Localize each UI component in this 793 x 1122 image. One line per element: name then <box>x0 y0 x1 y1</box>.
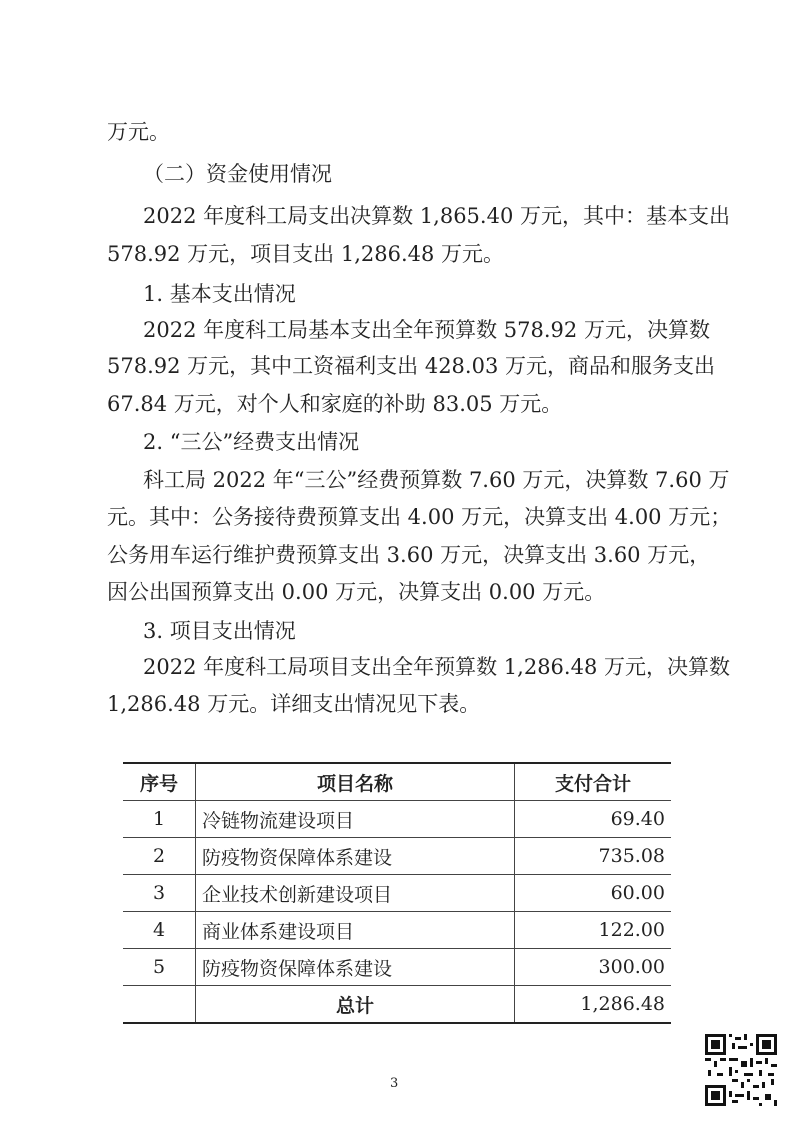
table-row <box>123 875 671 912</box>
table-row <box>123 949 671 986</box>
paragraph-line: 578.92 万元，其中工资福利支出 428.03 万元，商品和服务支出 <box>107 354 715 378</box>
row-index: 4 <box>123 912 196 949</box>
row-project-name: 企业技术创新建设项目 <box>196 875 515 912</box>
header-payment-total: 支付合计 <box>515 763 672 801</box>
paragraph-line: 公务用车运行维护费预算支出 3.60 万元，决算支出 3.60 万元， <box>107 543 711 567</box>
paragraph-line: 578.92 万元，项目支出 1,286.48 万元。 <box>107 242 505 266</box>
row-index: 3 <box>123 875 196 912</box>
row-amount: 60.00 <box>515 875 672 912</box>
row-amount: 735.08 <box>515 838 672 875</box>
total-index-blank <box>123 986 196 1024</box>
row-amount: 300.00 <box>515 949 672 986</box>
header-project-name: 项目名称 <box>196 763 515 801</box>
paragraph-line: 2022 年度科工局基本支出全年预算数 578.92 万元，决算数 <box>143 318 710 342</box>
table-row <box>123 912 671 949</box>
paragraph-line: 元。其中：公务接待费预算支出 4.00 万元，决算支出 4.00 万元； <box>107 505 732 529</box>
table-row <box>123 801 671 838</box>
total-value: 1,286.48 <box>515 986 672 1024</box>
row-index: 1 <box>123 801 196 838</box>
row-amount: 122.00 <box>515 912 672 949</box>
table-header-row <box>123 763 671 801</box>
row-project-name: 防疫物资保障体系建设 <box>196 949 515 986</box>
row-project-name: 防疫物资保障体系建设 <box>196 838 515 875</box>
row-index: 2 <box>123 838 196 875</box>
paragraph-line: 2022 年度科工局项目支出全年预算数 1,286.48 万元，决算数 <box>143 655 730 679</box>
paragraph-line: 67.84 万元，对个人和家庭的补助 83.05 万元。 <box>107 392 563 416</box>
qr-code-icon <box>705 1034 777 1106</box>
section-heading: （二）资金使用情况 <box>143 162 332 186</box>
row-project-name: 冷链物流建设项目 <box>196 801 515 838</box>
paragraph-line: 因公出国预算支出 0.00 万元，决算支出 0.00 万元。 <box>107 580 606 604</box>
subsection-heading: 2. “三公”经费支出情况 <box>143 430 360 454</box>
paragraph-line: 科工局 2022 年“三公”经费预算数 7.60 万元，决算数 7.60 万 <box>143 468 730 492</box>
total-label: 总计 <box>196 986 515 1024</box>
row-index: 5 <box>123 949 196 986</box>
table-row <box>123 838 671 875</box>
page-number: 3 <box>390 1076 399 1091</box>
table-total-row <box>123 986 671 1024</box>
paragraph-line: 1,286.48 万元。详细支出情况见下表。 <box>107 692 481 716</box>
subsection-heading: 1. 基本支出情况 <box>143 282 296 306</box>
header-index: 序号 <box>123 763 196 801</box>
row-amount: 69.40 <box>515 801 672 838</box>
paragraph-line: 万元。 <box>107 120 170 144</box>
expenditure-table <box>123 762 671 1024</box>
row-project-name: 商业体系建设项目 <box>196 912 515 949</box>
paragraph-line: 2022 年度科工局支出决算数 1,865.40 万元，其中：基本支出 <box>143 204 730 228</box>
subsection-heading: 3. 项目支出情况 <box>143 619 296 643</box>
